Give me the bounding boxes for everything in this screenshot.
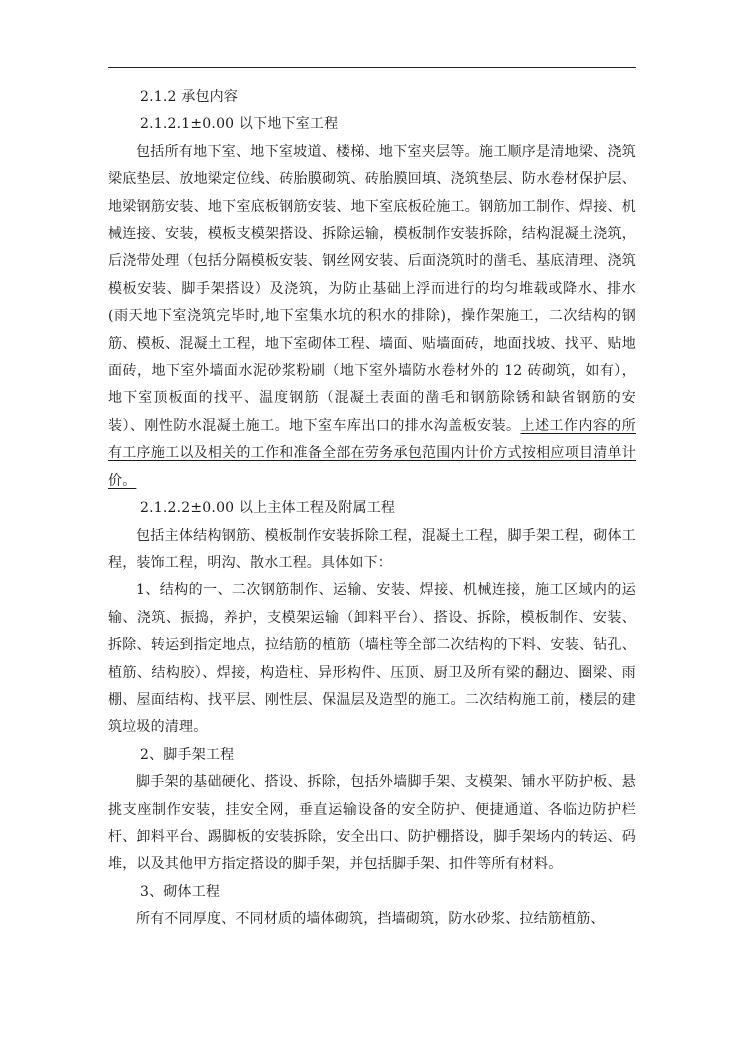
- paragraph-item-2-scaffolding: 脚手架的基础硬化、搭设、拆除，包括外墙脚手架、支模架、铺水平防护板、悬挑支座制作安装，挂安全网，垂直运输设备的安全防护、便捷通道、各临边防护栏杆、卸料平台、踢脚板的安装拆除，安全出口、防护棚搭设，脚手架场内的转运、码堆，以及其他甲方指定搭设的脚手架，并包括脚手架、扣件等所有材料。: [108, 774, 636, 873]
- paragraph-item-1-structure: 1、结构的一、二次钢筋制作、运输、安装、焊接、机械连接，施工区域内的运输、浇筑、振捣，养护，支模架运输（卸料平台）、搭设、拆除，模板制作、安装、拆除、转运到指定地点，拉结筋的植筋（墙柱等全部二次结构的下料、安装、钻孔、植筋、结构胶）、焊接，构造柱、异形构件、压顶、厨卫及所有梁的翻边、圈梁、雨棚、屋面结构、找平层、刚性层、保温层及造型的施工。二次结构施工前，楼层的建筑垃圾的清理。: [108, 582, 636, 736]
- section-heading-2-1-2: 2.1.2 承包内容: [140, 89, 239, 105]
- paragraph-basement-scope: [108, 139, 636, 495]
- basement-scope-text: 包括所有地下室、地下室坡道、楼梯、地下室夹层等。施工顺序是清地梁、浇筑梁底垫层、放地梁定位线、砖胎膜砌筑、砖胎膜回填、浇筑垫层、防水卷材保护层、地梁钢筋安装、地下室底板钢筋安装、地下室底板砼施工。钢筋加工制作、焊接、机械连接、安装，模板支模架搭设、拆除运输，模板制作安装拆除，结构混凝土浇筑，后浇带处理（包括分隔模板安装、钢丝网安装、后面浇筑时的凿毛、基底清理、浇筑模板安装、脚手架搭设）及浇筑，为防止基础上浮而进行的均匀堆载或降水、排水(雨天地下室浇筑完毕时,地下室集水坑的积水的排除)，操作架施工，二次结构的钢筋、模板、混凝土工程，地下室砌体工程、墙面、贴墙面砖，地面找坡、找平、贴地面砖，地下室外墙面水泥砂浆粉刷（地下室外墙防水卷材外的 12 砖砌筑，如有），地下室顶板面的找平、温度钢筋（混凝土表面的凿毛和钢筋除锈和缺省钢筋的安装）、刚性防水混凝土施工。地下室车库出口的排水沟盖板安装。: [108, 143, 636, 434]
- paragraph-superstructure-intro: 包括主体结构钢筋、模板制作安装拆除工程，混凝土工程，脚手架工程，砌体工程，装饰工程，明沟、散水工程。具体如下：: [108, 527, 636, 571]
- header-rule: [108, 67, 636, 68]
- item-heading-scaffolding: 2、脚手架工程: [140, 746, 235, 763]
- basement-pricing-note: 上述工作内容的所有工序施工以及相关的工作和准备全部在劳务承包范围内计价方式按相应项目清单计价。: [108, 417, 636, 489]
- section-heading-2-1-2-1: 2.1.2.1±0.00 以下地下室工程: [140, 116, 339, 133]
- paragraph-item-3-masonry: 所有不同厚度、不同材质的墙体砌筑，挡墙砌筑，防水砂浆、拉结筋植筋、: [136, 911, 605, 928]
- section-heading-2-1-2-2: 2.1.2.2±0.00 以上主体工程及附属工程: [140, 500, 396, 517]
- document-body: [108, 84, 636, 934]
- item-heading-masonry: 3、砌体工程: [140, 883, 221, 900]
